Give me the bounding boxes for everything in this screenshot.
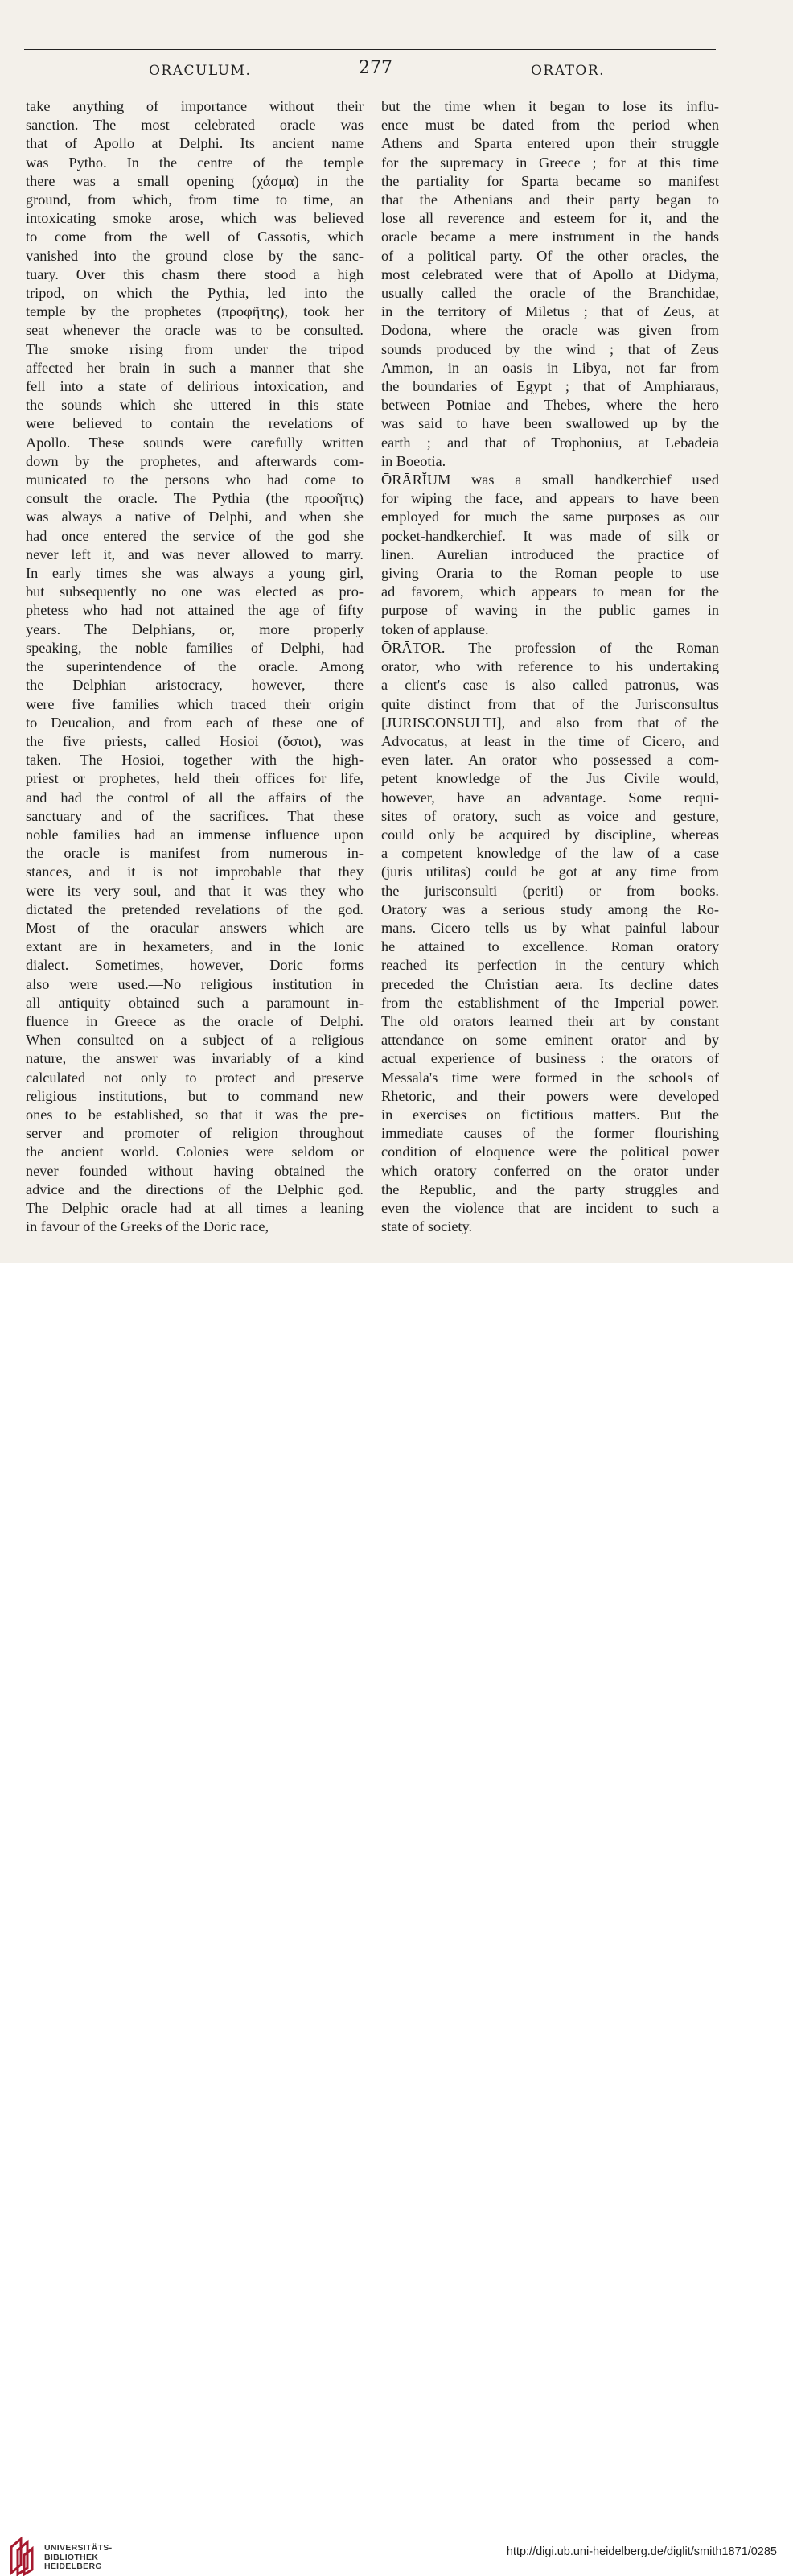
text-line: server and promoter of religion throughout (26, 1125, 364, 1142)
text-line: but the time when it began to lose its influ- (381, 98, 719, 114)
text-line: of a political party. Of the other oracles, the (381, 247, 719, 264)
text-line: were believed to contain the revelations of (26, 415, 364, 432)
text-line: Athens and Sparta entered upon their struggle (381, 135, 719, 152)
text-line: was always a native of Delphi, and when she (26, 509, 364, 526)
text-line: earth ; and that of Trophonius, at Lebadeia (381, 434, 719, 451)
text-line: however, have an advantage. Some requi- (381, 789, 719, 806)
text-line: (juris utilitas) could be got at any time from (381, 863, 719, 880)
text-line: Apollo. These sounds were carefully written (26, 434, 364, 451)
footer-bar (0, 1263, 793, 2571)
text-line: were five families which traced their origin (26, 695, 364, 712)
text-line: nature, the answer was invariably of a kind (26, 1050, 364, 1067)
text-line: ence must be dated from the period when (381, 117, 719, 134)
text-line: pocket-handkerchief. It was made of silk or (381, 527, 719, 544)
text-line: The old orators learned their art by constant (381, 1012, 719, 1029)
text-line: a client's case is also called patronus, was (381, 677, 719, 694)
text-line: Most of the oracular answers which are (26, 919, 364, 936)
text-line: was Pytho. In the centre of the temple (26, 154, 364, 171)
text-line: condition of eloquence were the political power (381, 1144, 719, 1160)
text-line: ad favorem, which appears to mean for the (381, 583, 719, 600)
text-line: all antiquity obtained such a paramount in- (26, 994, 364, 1011)
text-line: usually called the oracle of the Branchidae, (381, 285, 719, 302)
page-number: 277 (359, 58, 392, 78)
text-line: that the Athenians and their party began to (381, 192, 719, 208)
text-line: to Deucalion, and from each of these one of (26, 714, 364, 731)
text-line: Ammon, in an oasis in Libya, not far from (381, 359, 719, 376)
text-line: never founded without having obtained the (26, 1162, 364, 1179)
text-line: sanctuary and of the sacrifices. That these (26, 807, 364, 824)
text-line: and had the control of all the affairs of the (26, 789, 364, 806)
text-line: take anything of importance without their (26, 98, 364, 114)
text-line: priest or prophetes, held their offices for life, (26, 770, 364, 787)
logo-line-2: BIBLIOTHEK (44, 2552, 99, 2562)
text-line: In early times she was always a young girl, (26, 565, 364, 582)
text-line: most celebrated were that of Apollo at Didyma, (381, 266, 719, 282)
text-line: the jurisconsulti (periti) or from books. (381, 882, 719, 899)
text-line: had once entered the service of the god she (26, 527, 364, 544)
text-line: tripod, on which the Pythia, led into the (26, 285, 364, 302)
text-line: petent knowledge of the Jus Civile would, (381, 770, 719, 787)
text-line: The Delphic oracle had at all times a leaning (26, 1199, 364, 1216)
text-line: the sounds which she uttered in this state (26, 397, 364, 414)
text-line: When consulted on a subject of a religious (26, 1032, 364, 1049)
text-line: extant are in hexameters, and in the Ionic (26, 938, 364, 955)
text-line: to come from the well of Cassotis, which (26, 229, 364, 245)
running-header (24, 58, 716, 85)
right-column (381, 97, 719, 1236)
text-line: state of society. (381, 1218, 473, 1235)
text-line: never left it, and was never allowed to marry. (26, 546, 364, 563)
text-line: sites of oratory, such as voice and gesture, (381, 807, 719, 824)
text-line: the five priests, called Hosioi (ὅσιοι), was (26, 732, 364, 749)
text-line: mans. Cicero tells us by what painful labour (381, 919, 719, 936)
text-line: sounds produced by the wind ; that of Zeus (381, 340, 719, 357)
text-line: employed for much the same purposes as our (381, 509, 719, 526)
scanned-page (0, 0, 793, 1263)
text-line: in exercises on fictitious matters. But the (381, 1106, 719, 1123)
text-line: which oratory conferred on the orator under (381, 1162, 719, 1179)
text-line: tuary. Over this chasm there stood a high (26, 266, 364, 282)
source-url-link[interactable]: http://digi.ub.uni-heidelberg.de/diglit/smith1871/0285 (506, 2545, 777, 2558)
text-line: oracle became a mere instrument in the hands (381, 229, 719, 245)
text-line: Rhetoric, and their powers were developed (381, 1087, 719, 1104)
text-line: consult the oracle. The Pythia (the προφῆτις) (26, 490, 364, 507)
text-line: a competent knowledge of the law of a case (381, 845, 719, 862)
text-line: reached its perfection in the century which (381, 957, 719, 974)
text-line: sanction.—The most celebrated oracle was (26, 117, 364, 134)
text-line: ones to be established, so that it was the pre- (26, 1106, 364, 1123)
text-line: The smoke rising from under the tripod (26, 340, 364, 357)
text-line: the ancient world. Colonies were seldom or (26, 1144, 364, 1160)
text-line: were its very soul, and that it was they who (26, 882, 364, 899)
text-line: taken. The Hosioi, together with the high- (26, 752, 364, 769)
text-line: could only be acquired by discipline, whereas (381, 826, 719, 843)
text-line: ground, from which, from time to time, an (26, 192, 364, 208)
text-line: the oracle is manifest from numerous in- (26, 845, 364, 862)
text-line: affected her brain in such a manner that she (26, 359, 364, 376)
top-rule (24, 49, 716, 50)
text-line: quite distinct from that of the Jurisconsultus (381, 695, 719, 712)
text-line: between Potniae and Thebes, where the hero (381, 397, 719, 414)
text-line: municated to the persons who had come to (26, 472, 364, 488)
text-line: even later. An orator who possessed a com- (381, 752, 719, 769)
text-line: down by the prophetes, and afterwards com- (26, 452, 364, 469)
text-line: lose all reverence and esteem for it, and the (381, 210, 719, 227)
text-line: attendance on some eminent orator and by (381, 1032, 719, 1049)
text-line: advice and the directions of the Delphic god. (26, 1181, 364, 1197)
text-line: giving Oraria to the Roman people to use (381, 565, 719, 582)
text-line: fell into a state of delirious intoxication, and (26, 378, 364, 395)
text-line: vanished into the ground close by the sanc- (26, 247, 364, 264)
left-column (26, 97, 364, 1236)
text-line: Dodona, where the oracle was given from (381, 322, 719, 339)
text-line: in Boeotia. (381, 452, 446, 469)
text-line: the Republic, and the party struggles and (381, 1181, 719, 1197)
text-line: the boundaries of Egypt ; that of Amphiaraus, (381, 378, 719, 395)
header-right-title: ORATOR. (531, 63, 606, 79)
text-line: Oratory was a serious study among the Ro- (381, 901, 719, 917)
text-line: noble families had an immense influence upon (26, 826, 364, 843)
text-line: phetess who had not attained the age of fifty (26, 602, 364, 619)
text-line: he attained to excellence. Roman oratory (381, 938, 719, 955)
text-line: ŌRĀTOR. The profession of the Roman (381, 639, 719, 656)
text-line: Advocatus, at least in the time of Cicero, and (381, 732, 719, 749)
text-line: even the violence that are incident to such a (381, 1199, 719, 1216)
text-line: immediate causes of the former flourishing (381, 1125, 719, 1142)
header-left-title: ORACULUM. (149, 63, 252, 79)
text-line: calculated not only to protect and preserve (26, 1069, 364, 1086)
text-line: the partiality for Sparta became so manifest (381, 172, 719, 189)
logo-line-1: UNIVERSITÄTS- (44, 2543, 113, 2553)
text-line: actual experience of business : the orators of (381, 1050, 719, 1067)
text-line: the Delphian aristocracy, however, there (26, 677, 364, 694)
text-line: in the territory of Miletus ; that of Zeus, at (381, 303, 719, 320)
text-line: seat whenever the oracle was to be consulted. (26, 322, 364, 339)
text-line: linen. Aurelian introduced the practice of (381, 546, 719, 563)
text-line: Messala's time were formed in the schools of (381, 1069, 719, 1086)
text-line: temple by the prophetes (προφῆτης), took her (26, 303, 364, 320)
text-line: for wiping the face, and appears to have been (381, 490, 719, 507)
text-line: [JURISCONSULTI], and also from that of the (381, 714, 719, 731)
text-line: that of Apollo at Delphi. Its ancient name (26, 135, 364, 152)
text-line: stances, and it is not improbable that they (26, 863, 364, 880)
text-line: religious institutions, but to command new (26, 1087, 364, 1104)
text-line: in favour of the Greeks of the Doric race, (26, 1218, 269, 1235)
text-line: from the establishment of the Imperial power. (381, 994, 719, 1011)
text-line: purpose of waving in the public games in (381, 602, 719, 619)
text-line: orator, who with reference to his undertaking (381, 658, 719, 675)
text-line: the superintendence of the oracle. Among (26, 658, 364, 675)
text-line: token of applause. (381, 620, 489, 637)
library-logo-text (44, 2544, 112, 2572)
text-line: years. The Delphians, or, more properly (26, 620, 364, 637)
text-line: fluence in Greece as the oracle of Delphi. (26, 1012, 364, 1029)
logo-line-3: HEIDELBERG (44, 2562, 102, 2571)
text-line: dialect. Sometimes, however, Doric forms (26, 957, 364, 974)
text-line: intoxicating smoke arose, which was believed (26, 210, 364, 227)
text-line: preceded the Christian aera. Its decline dates (381, 975, 719, 992)
text-line: there was a small opening (χάσμα) in the (26, 172, 364, 189)
library-logo-icon (8, 2536, 35, 2576)
text-line: but subsequently no one was elected as pro- (26, 583, 364, 600)
text-line: for the supremacy in Greece ; for at this time (381, 154, 719, 171)
text-line: was said to have been swallowed up by the (381, 415, 719, 432)
text-line: also were used.—No religious institution in (26, 975, 364, 992)
text-line: dictated the pretended revelations of the god. (26, 901, 364, 917)
text-line: speaking, the noble families of Delphi, had (26, 639, 364, 656)
text-line: ŌRĀRĬUM was a small handkerchief used (381, 472, 719, 488)
